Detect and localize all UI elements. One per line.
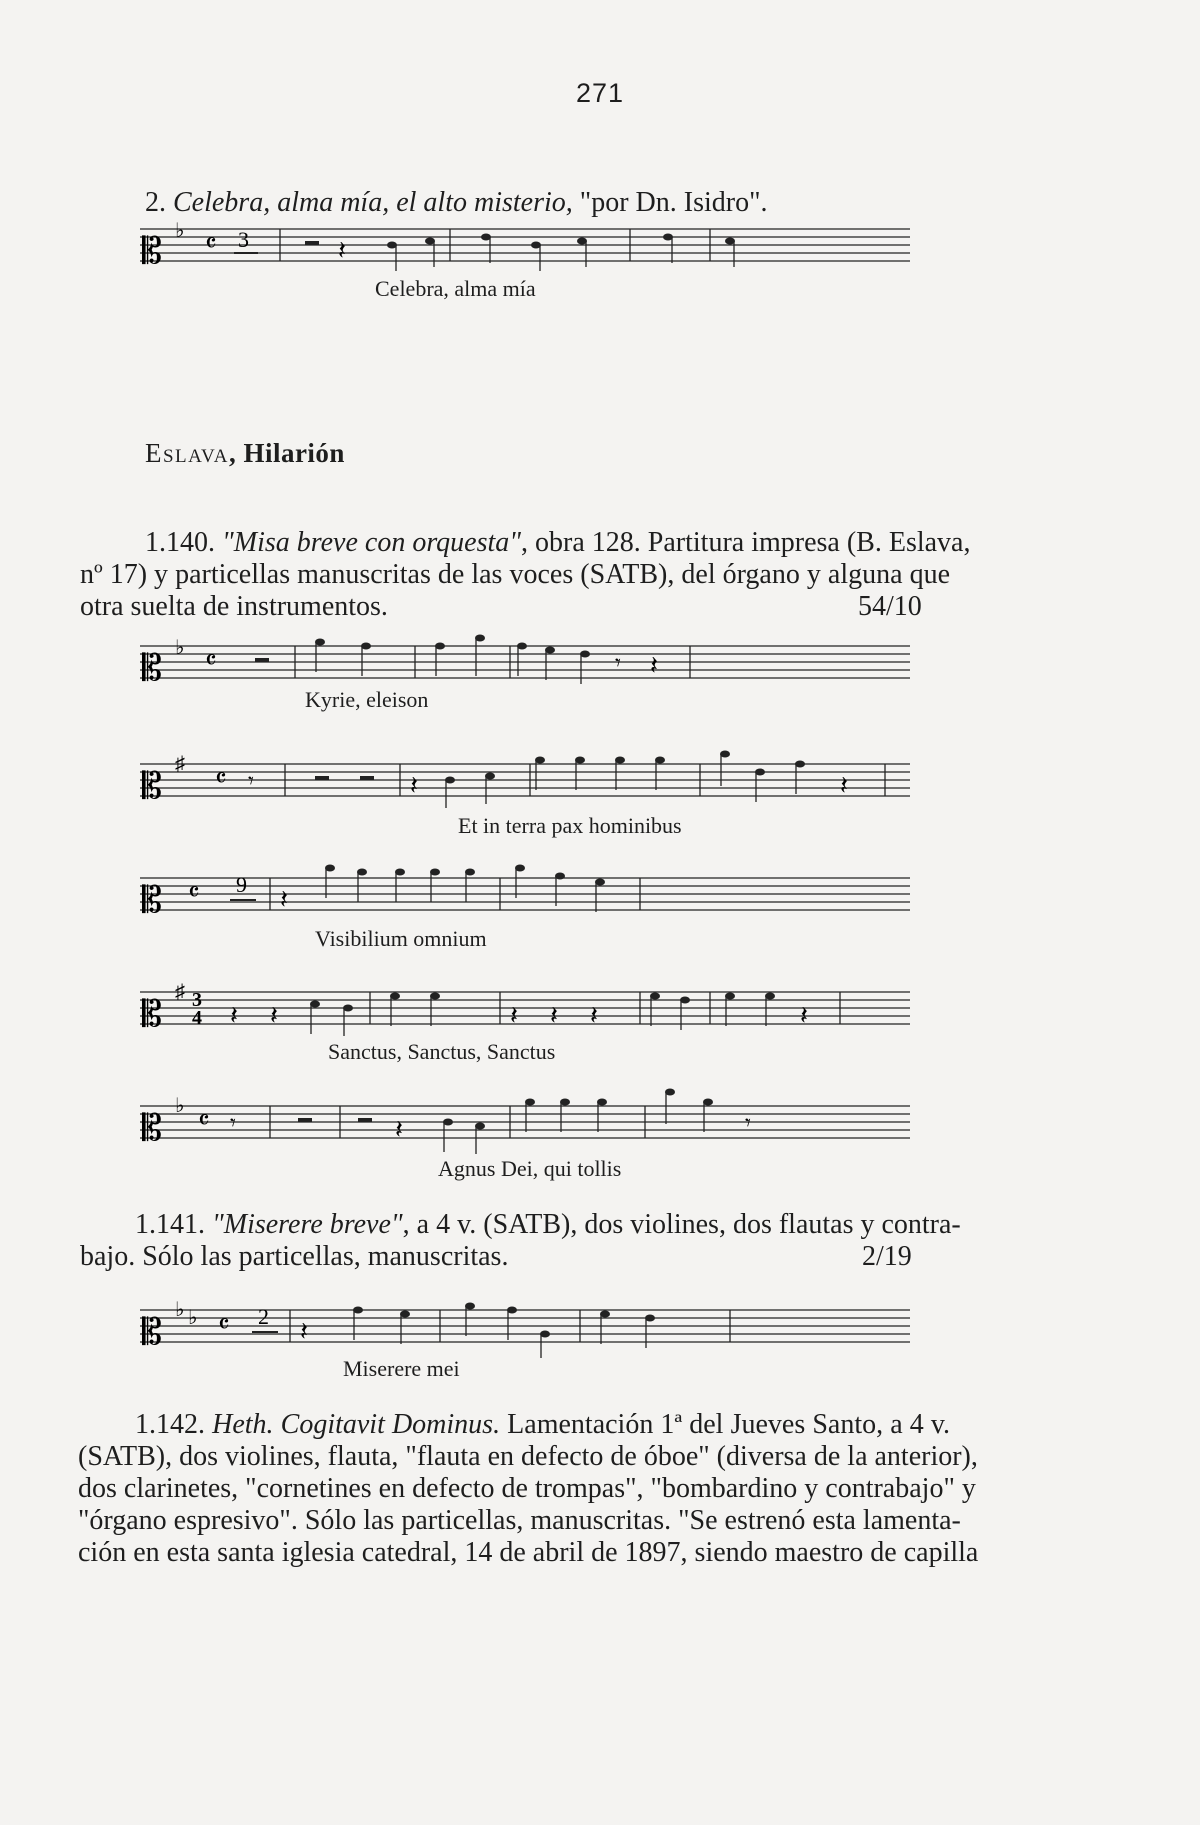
- composer-heading: [145, 438, 345, 469]
- svg-text:♭: ♭: [175, 1095, 185, 1117]
- lyric-kyrie: Kyrie, eleison: [305, 687, 429, 712]
- svg-text:3: 3: [192, 989, 202, 1011]
- svg-text:𝄽: 𝄽: [338, 236, 346, 265]
- svg-text:𝄴: 𝄴: [205, 229, 217, 258]
- music-incipit-sanctus: [130, 970, 930, 1042]
- item-1141-line1: 1.141. "Miserere breve", a 4 v. (SATB), dos violines, dos flautas y contra-: [135, 1209, 961, 1240]
- svg-text:𝄽: 𝄽: [270, 1001, 278, 1030]
- lyric-visibilium: Visibilium omnium: [315, 926, 487, 951]
- svg-text:𝄽: 𝄽: [230, 1001, 238, 1030]
- item-1141-line2: bajo. Sólo las particellas, manuscritas.: [80, 1241, 509, 1272]
- svg-text:𝄽: 𝄽: [590, 1001, 598, 1030]
- entry-number: 2.: [145, 187, 166, 218]
- item-title: "Misa breve con orquesta": [222, 527, 522, 558]
- composer-given: , Hilarión: [228, 438, 345, 468]
- item-1140-line1: 1.140. "Misa breve con orquesta", obra 128. Partitura impresa (B. Eslava,: [145, 527, 971, 558]
- svg-text:𝄽: 𝄽: [280, 885, 288, 914]
- svg-text:𝄽: 𝄽: [550, 1001, 558, 1030]
- lyric-celebra: Celebra, alma mía: [375, 276, 536, 301]
- svg-text:9: 9: [236, 872, 247, 897]
- svg-text:3: 3: [238, 227, 249, 252]
- svg-text:𝄴: 𝄴: [215, 764, 227, 793]
- svg-text:𝄡: 𝄡: [142, 766, 163, 806]
- svg-text:𝄡: 𝄡: [142, 994, 163, 1034]
- svg-text:2: 2: [258, 1304, 269, 1329]
- svg-text:𝄴: 𝄴: [218, 1310, 230, 1339]
- item-title: Heth. Cogitavit Dominus.: [212, 1409, 501, 1440]
- svg-text:♯: ♯: [175, 753, 185, 775]
- entry-title: Celebra, alma mía, el alto misterio,: [173, 187, 573, 218]
- svg-text:𝄽: 𝄽: [300, 1317, 308, 1346]
- svg-text:♭: ♭: [175, 1299, 185, 1321]
- svg-text:♭: ♭: [175, 637, 185, 659]
- svg-text:𝄽: 𝄽: [410, 771, 418, 800]
- item-1142-line1: 1.142. Heth. Cogitavit Dominus. Lamentación 1ª del Jueves Santo, a 4 v.: [135, 1409, 951, 1440]
- item-1142-line5: ción en esta santa iglesia catedral, 14 de abril de 1897, siendo maestro de capilla: [78, 1537, 979, 1568]
- svg-text:𝄾: 𝄾: [745, 1110, 751, 1135]
- music-incipit-agnus-dei: [130, 1082, 930, 1157]
- item-number: 1.141.: [135, 1209, 205, 1240]
- lyric-et-in-terra: Et in terra pax hominibus: [458, 813, 682, 838]
- lyric-sanctus: Sanctus, Sanctus, Sanctus: [328, 1039, 556, 1064]
- catalog-number: 54/10: [858, 591, 922, 622]
- item-1142-line4: "órgano espresivo". Sólo las particellas, manuscritas. "Se estrenó esta lamenta-: [78, 1505, 961, 1536]
- svg-text:♭: ♭: [188, 1307, 198, 1329]
- composer-surname: Eslava: [145, 438, 229, 468]
- item-1140-line2: nº 17) y particellas manuscritas de las voces (SATB), del órgano y alguna que: [80, 559, 950, 590]
- music-incipit-miserere: [130, 1288, 930, 1360]
- svg-text:4: 4: [192, 1007, 202, 1029]
- svg-text:𝄽: 𝄽: [395, 1115, 403, 1144]
- svg-text:♯: ♯: [175, 981, 185, 1003]
- svg-text:𝄡: 𝄡: [142, 231, 163, 272]
- svg-text:𝄾: 𝄾: [615, 650, 621, 675]
- svg-text:𝄴: 𝄴: [205, 646, 217, 675]
- item-1142-line2: (SATB), dos violines, flauta, "flauta en defecto de óboe" (diversa de la anterior),: [78, 1441, 978, 1472]
- svg-text:𝄽: 𝄽: [800, 1001, 808, 1030]
- page-number: 271: [575, 78, 625, 108]
- item-1142-line3: dos clarinetes, "cornetines en defecto de trompas", "bombardino y contrabajo" y: [78, 1473, 976, 1504]
- item-number: 1.140.: [145, 527, 215, 558]
- svg-text:𝄽: 𝄽: [510, 1001, 518, 1030]
- svg-text:𝄴: 𝄴: [188, 878, 200, 907]
- svg-text:𝄡: 𝄡: [142, 648, 163, 688]
- svg-text:𝄡: 𝄡: [142, 1108, 163, 1148]
- svg-text:𝄴: 𝄴: [198, 1106, 210, 1135]
- item-1140-line3: otra suelta de instrumentos.: [80, 591, 388, 622]
- music-incipit-visibilium: [130, 858, 930, 928]
- svg-text:𝄡: 𝄡: [142, 880, 163, 920]
- svg-text:𝄾: 𝄾: [248, 768, 254, 793]
- catalog-number: 2/19: [862, 1241, 912, 1272]
- lyric-miserere: Miserere mei: [343, 1356, 460, 1381]
- svg-text:♭: ♭: [175, 220, 185, 242]
- lyric-agnus-dei: Agnus Dei, qui tollis: [438, 1156, 622, 1181]
- item-title: "Miserere breve": [212, 1209, 403, 1240]
- svg-text:𝄾: 𝄾: [230, 1110, 236, 1135]
- entry-rest: "por Dn. Isidro".: [579, 187, 768, 218]
- item-number: 1.142.: [135, 1409, 205, 1440]
- svg-text:𝄽: 𝄽: [650, 651, 658, 680]
- music-incipit-et-in-terra: [130, 742, 930, 814]
- svg-text:𝄡: 𝄡: [142, 1312, 163, 1352]
- music-incipit-kyrie: [130, 628, 930, 698]
- music-incipit-celebra: [130, 215, 930, 275]
- svg-text:𝄽: 𝄽: [840, 771, 848, 800]
